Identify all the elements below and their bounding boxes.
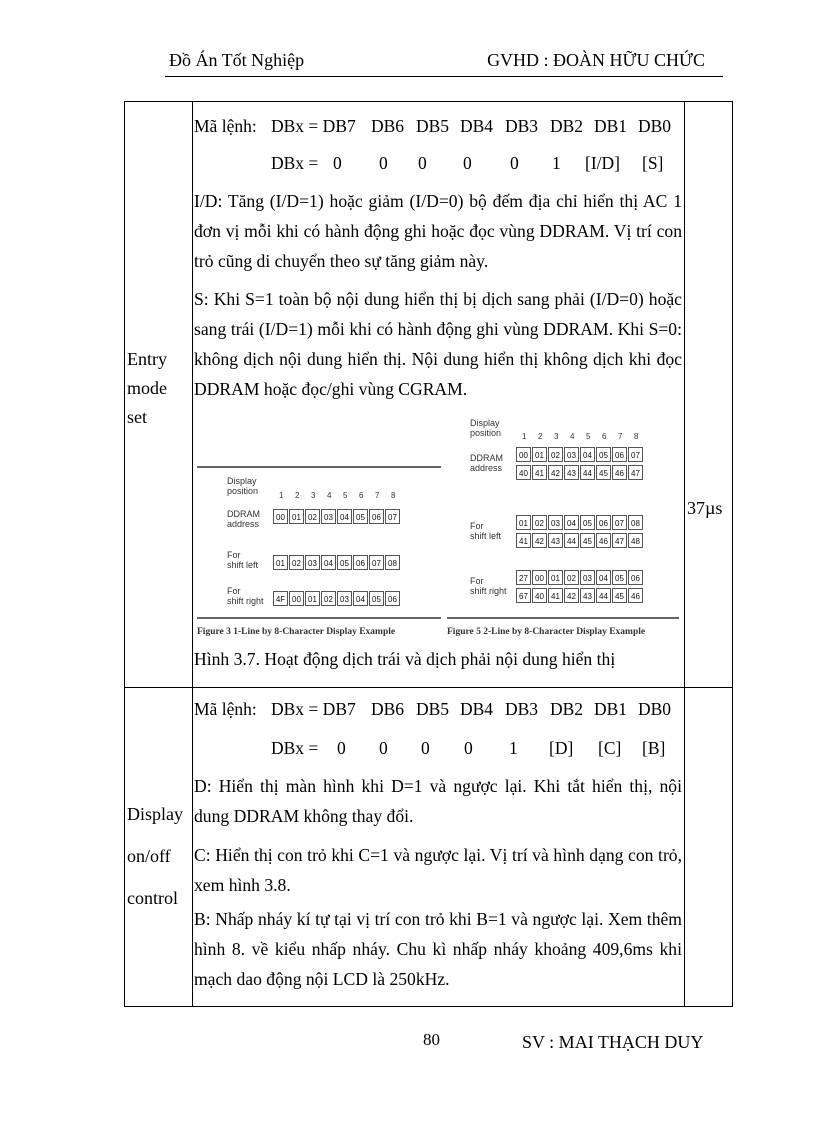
bit-value: 0 bbox=[464, 738, 473, 758]
bit-label: DB4 bbox=[460, 699, 494, 719]
address-cell: 03 bbox=[548, 515, 563, 530]
address-cell: 48 bbox=[628, 533, 643, 548]
bit-value: 0 bbox=[379, 153, 388, 173]
display-position-label: Display position bbox=[227, 476, 259, 496]
label-line: Display bbox=[127, 804, 183, 824]
bit-label: DB6 bbox=[371, 699, 405, 719]
address-cell: 06 bbox=[369, 509, 384, 524]
b-description: B: Nhấp nháy kí tự tại vị trí con trỏ khi B=1 và ngược lại. Xem thêm hình 8. về kiểu nhấp nháy. Chu kì nhấp nháy khoảng 409,6ms khi mạch dao động nội LCD là 250kHz. bbox=[194, 909, 682, 989]
bit-value: [C] bbox=[598, 738, 622, 758]
bit-value: 0 bbox=[379, 738, 388, 758]
address-cell: 00 bbox=[273, 509, 288, 524]
address-cell: 04 bbox=[580, 447, 595, 462]
address-cell: 04 bbox=[353, 591, 368, 606]
shift-right-cells-line1 bbox=[516, 570, 644, 585]
address-cell: 05 bbox=[596, 447, 611, 462]
bit-label: DB1 bbox=[594, 699, 628, 719]
page-number: 80 bbox=[423, 1030, 440, 1049]
address-cell: 40 bbox=[532, 588, 547, 603]
address-cell: 00 bbox=[289, 591, 304, 606]
bit-label: DB1 bbox=[594, 116, 628, 136]
bit-label: DB5 bbox=[416, 116, 450, 136]
c-description: C: Hiển thị con trỏ khi C=1 và ngược lại. Vị trí và hình dạng con trỏ, xem hình 3.8. bbox=[194, 845, 682, 895]
address-cell: 01 bbox=[273, 555, 288, 570]
position-number: 2 bbox=[538, 432, 543, 441]
shift-right-cells bbox=[273, 591, 401, 606]
bit-value: 1 bbox=[509, 738, 518, 758]
address-cell: 42 bbox=[564, 588, 579, 603]
address-cell: 47 bbox=[628, 465, 643, 480]
position-number: 3 bbox=[311, 491, 316, 500]
address-cell: 46 bbox=[596, 533, 611, 548]
ddram-label: DDRAM address bbox=[470, 453, 503, 473]
bit-value: 1 bbox=[552, 153, 561, 173]
bit-label: DBx = DB7 bbox=[271, 699, 356, 719]
address-cell: 02 bbox=[321, 591, 336, 606]
address-cell: 06 bbox=[353, 555, 368, 570]
command-title: Mã lệnh: bbox=[194, 699, 257, 719]
address-cell: 44 bbox=[596, 588, 611, 603]
ddram-cells-line1 bbox=[516, 447, 644, 462]
address-cell: 05 bbox=[337, 555, 352, 570]
shift-left-cells-line1 bbox=[516, 515, 644, 530]
shift-right-label: For shift right bbox=[470, 576, 507, 596]
address-cell: 06 bbox=[612, 447, 627, 462]
address-cell: 01 bbox=[289, 509, 304, 524]
address-cell: 02 bbox=[305, 509, 320, 524]
position-number: 8 bbox=[634, 432, 639, 441]
bit-label: DBx = DB7 bbox=[271, 116, 356, 136]
figure-caption: Hình 3.7. Hoạt động dịch trái và dịch phải nội dung hiển thị bbox=[194, 649, 616, 669]
address-cell: 06 bbox=[596, 515, 611, 530]
bit-label: DB3 bbox=[505, 116, 539, 136]
address-cell: 05 bbox=[369, 591, 384, 606]
address-cell: 41 bbox=[548, 588, 563, 603]
address-cell: 00 bbox=[516, 447, 531, 462]
address-cell: 01 bbox=[532, 447, 547, 462]
address-cell: 40 bbox=[516, 465, 531, 480]
address-cell: 46 bbox=[628, 588, 643, 603]
bit-label: DB2 bbox=[550, 699, 584, 719]
bit-label: DB4 bbox=[460, 116, 494, 136]
address-cell: 03 bbox=[580, 570, 595, 585]
shift-left-label: For shift left bbox=[227, 550, 259, 570]
bit-value: 0 bbox=[418, 153, 427, 173]
address-cell: 01 bbox=[516, 515, 531, 530]
table-divider bbox=[684, 102, 685, 1006]
figure-rule bbox=[197, 617, 441, 619]
address-cell: 01 bbox=[305, 591, 320, 606]
position-number: 4 bbox=[570, 432, 575, 441]
address-cell: 00 bbox=[532, 570, 547, 585]
address-cell: 08 bbox=[385, 555, 400, 570]
s-description: S: Khi S=1 toàn bộ nội dung hiển thị bị dịch sang phải (I/D=0) hoặc sang trái (I/D=1) mỗi khi có hành động ghi vùng DDRAM. Khi S=0: không dịch nội dung hiển thị. Nội dung hiển thị không dịch khi đọc DDRAM hoặc đọc/ghi vùng CGRAM. bbox=[194, 289, 682, 399]
address-cell: 44 bbox=[564, 533, 579, 548]
address-cell: 02 bbox=[564, 570, 579, 585]
shift-left-cells-line2 bbox=[516, 533, 644, 548]
position-number: 4 bbox=[327, 491, 332, 500]
shift-figure bbox=[195, 414, 681, 642]
address-cell: 02 bbox=[548, 447, 563, 462]
address-cell: 45 bbox=[596, 465, 611, 480]
bit-values-label: DBx = bbox=[271, 738, 319, 758]
position-number: 1 bbox=[522, 432, 527, 441]
address-cell: 05 bbox=[612, 570, 627, 585]
position-number: 1 bbox=[279, 491, 284, 500]
execution-time: 37µs bbox=[687, 498, 723, 518]
label-line: on/off bbox=[127, 846, 171, 866]
address-cell: 04 bbox=[596, 570, 611, 585]
header-advisor: GVHD : ĐOÀN HỮU CHỨC bbox=[487, 50, 705, 70]
position-number: 5 bbox=[343, 491, 348, 500]
bit-value: 0 bbox=[337, 738, 346, 758]
figure-5-caption: Figure 5 2-Line by 8-Character Display Example bbox=[447, 627, 646, 637]
bit-label: DB3 bbox=[505, 699, 539, 719]
bit-value: 0 bbox=[333, 153, 342, 173]
shift-right-cells-line2 bbox=[516, 588, 644, 603]
address-cell: 41 bbox=[516, 533, 531, 548]
bit-label: DB5 bbox=[416, 699, 450, 719]
address-cell: 27 bbox=[516, 570, 531, 585]
table-divider bbox=[192, 102, 193, 1006]
display-position-label: Display position bbox=[470, 418, 502, 438]
position-number: 5 bbox=[586, 432, 591, 441]
position-number: 3 bbox=[554, 432, 559, 441]
address-cell: 44 bbox=[580, 465, 595, 480]
address-cell: 04 bbox=[564, 515, 579, 530]
address-cell: 06 bbox=[628, 570, 643, 585]
address-cell: 07 bbox=[385, 509, 400, 524]
bit-value: 0 bbox=[510, 153, 519, 173]
address-cell: 04 bbox=[337, 509, 352, 524]
bit-value: [S] bbox=[642, 153, 664, 173]
position-number: 2 bbox=[295, 491, 300, 500]
id-description: I/D: Tăng (I/D=1) hoặc giảm (I/D=0) bộ đếm địa chỉ hiển thị AC 1 đơn vị mỗi khi có hành động ghi hoặc đọc vùng DDRAM. Vị trí con trỏ cũng di chuyển theo sự tăng giảm này. bbox=[194, 191, 682, 271]
shift-left-label: For shift left bbox=[470, 521, 502, 541]
label-line: set bbox=[127, 407, 147, 427]
command-title: Mã lệnh: bbox=[194, 116, 257, 136]
page-header bbox=[165, 50, 723, 77]
address-cell: 02 bbox=[289, 555, 304, 570]
header-title: Đồ Án Tốt Nghiệp bbox=[169, 50, 305, 70]
address-cell: 01 bbox=[548, 570, 563, 585]
address-cell: 05 bbox=[580, 515, 595, 530]
address-cell: 42 bbox=[532, 533, 547, 548]
position-number: 7 bbox=[375, 491, 380, 500]
bit-label: DB6 bbox=[371, 116, 405, 136]
label-line: Entry bbox=[127, 349, 167, 369]
d-description: D: Hiển thị màn hình khi D=1 và ngược lại. Khi tắt hiển thị, nội dung DDRAM không thay đổi. bbox=[194, 776, 682, 826]
address-cell: 43 bbox=[548, 533, 563, 548]
address-cell: 47 bbox=[612, 533, 627, 548]
bit-values-label: DBx = bbox=[271, 153, 319, 173]
address-cell: 41 bbox=[532, 465, 547, 480]
ddram-label: DDRAM address bbox=[227, 509, 260, 529]
shift-right-label: For shift right bbox=[227, 586, 264, 606]
position-number: 6 bbox=[602, 432, 607, 441]
figure-rule bbox=[197, 466, 441, 468]
address-cell: 45 bbox=[580, 533, 595, 548]
address-cell: 02 bbox=[532, 515, 547, 530]
instruction-table bbox=[124, 101, 733, 1007]
address-cell: 43 bbox=[564, 465, 579, 480]
bit-label: DB0 bbox=[638, 116, 672, 136]
position-number: 7 bbox=[618, 432, 623, 441]
address-cell: 06 bbox=[385, 591, 400, 606]
label-line: control bbox=[127, 888, 178, 908]
bit-value: 0 bbox=[463, 153, 472, 173]
address-cell: 4F bbox=[273, 591, 288, 606]
table-row-divider bbox=[125, 687, 732, 688]
address-cell: 04 bbox=[321, 555, 336, 570]
address-cell: 67 bbox=[516, 588, 531, 603]
display-control-label bbox=[127, 793, 183, 919]
address-cell: 03 bbox=[305, 555, 320, 570]
bit-value: [B] bbox=[642, 738, 666, 758]
address-cell: 42 bbox=[548, 465, 563, 480]
position-number: 6 bbox=[359, 491, 364, 500]
ddram-cells-line2 bbox=[516, 465, 644, 480]
ddram-cells bbox=[273, 509, 401, 524]
address-cell: 05 bbox=[353, 509, 368, 524]
address-cell: 43 bbox=[580, 588, 595, 603]
address-cell: 07 bbox=[369, 555, 384, 570]
bit-value: [D] bbox=[549, 738, 574, 758]
position-number: 8 bbox=[391, 491, 396, 500]
address-cell: 03 bbox=[337, 591, 352, 606]
address-cell: 03 bbox=[564, 447, 579, 462]
address-cell: 08 bbox=[628, 515, 643, 530]
address-cell: 03 bbox=[321, 509, 336, 524]
footer-student: SV : MAI THẠCH DUY bbox=[522, 1032, 704, 1052]
address-cell: 07 bbox=[612, 515, 627, 530]
figure-rule bbox=[447, 617, 679, 619]
address-cell: 45 bbox=[612, 588, 627, 603]
bit-value: [I/D] bbox=[585, 153, 620, 173]
bit-label: DB0 bbox=[638, 699, 672, 719]
address-cell: 07 bbox=[628, 447, 643, 462]
bit-value: 0 bbox=[421, 738, 430, 758]
address-cell: 46 bbox=[612, 465, 627, 480]
bit-label: DB2 bbox=[550, 116, 584, 136]
shift-left-cells bbox=[273, 555, 401, 570]
label-line: mode bbox=[127, 378, 167, 398]
figure-3-caption: Figure 3 1-Line by 8-Character Display Example bbox=[197, 627, 396, 637]
entry-mode-label bbox=[127, 345, 167, 432]
